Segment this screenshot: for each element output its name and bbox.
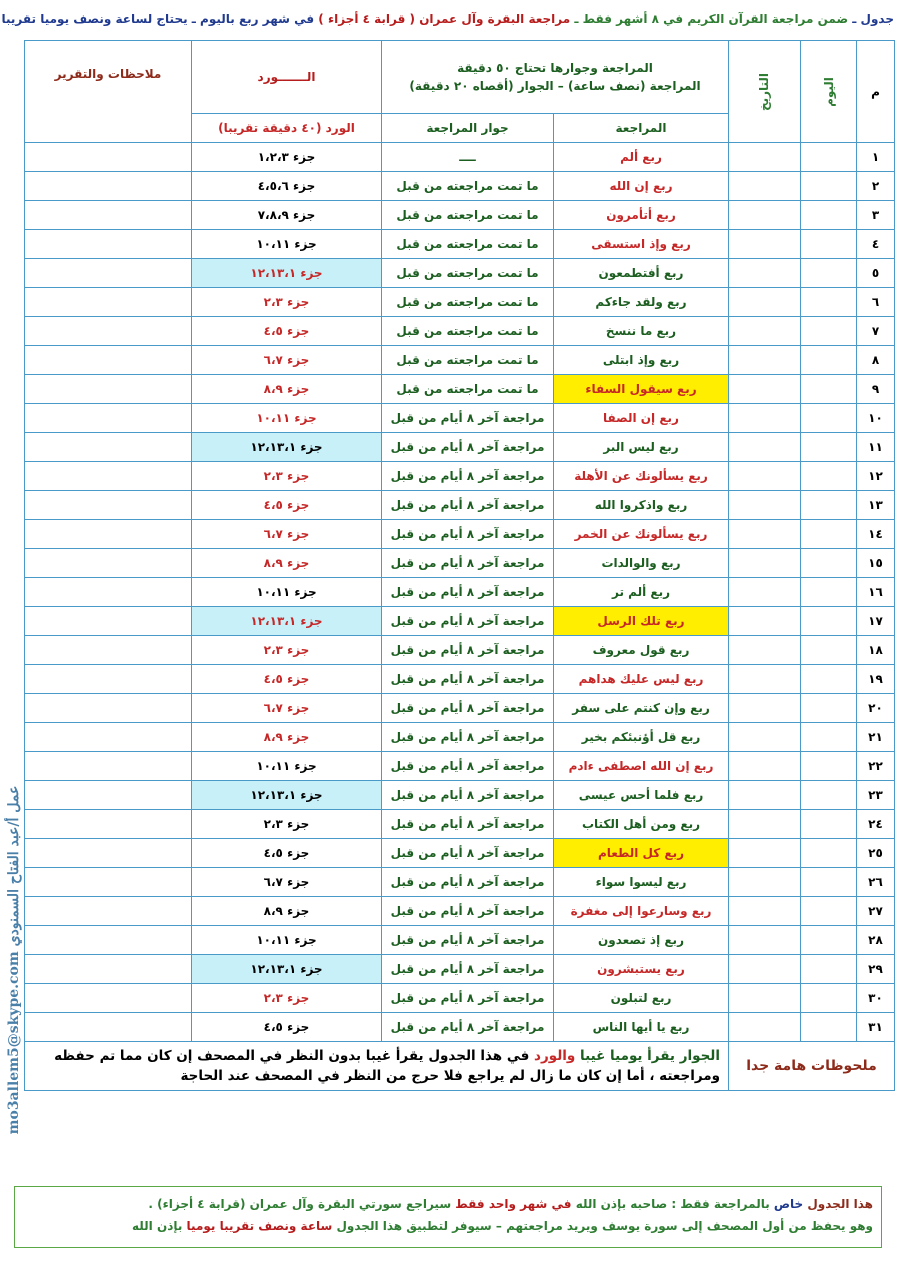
table-row [25, 549, 895, 578]
row-day-cell [801, 607, 857, 636]
row-number: ٣١ [857, 1013, 895, 1042]
row-day-cell [801, 1013, 857, 1042]
table-row [25, 520, 895, 549]
header-near-review: جوار المراجعة [382, 114, 554, 143]
row-near-review: مراجعة آخر ٨ أيام من قبل [382, 433, 554, 462]
table-row [25, 607, 895, 636]
row-notes-cell [25, 201, 192, 230]
row-review: ربع كل الطعام [554, 839, 729, 868]
row-notes-cell [25, 317, 192, 346]
row-date-cell [729, 839, 801, 868]
row-date-cell [729, 143, 801, 172]
row-date-cell [729, 578, 801, 607]
row-wird: جزء ١٢،١٣،١ [192, 433, 382, 462]
row-review: ربع سيقول السفاء [554, 375, 729, 404]
row-number: ٢٢ [857, 752, 895, 781]
row-date-cell [729, 781, 801, 810]
footer-l1e: سيراجع سورتي البقرة وآل عمران (قرابة ٤ أجزاء) . [148, 1197, 452, 1211]
row-wird: جزء ١٠،١١ [192, 926, 382, 955]
row-date-cell [729, 694, 801, 723]
table-row [25, 897, 895, 926]
row-number: ٢٧ [857, 897, 895, 926]
row-day-cell [801, 143, 857, 172]
row-wird: جزء ٦،٧ [192, 346, 382, 375]
row-near-review: مراجعة آخر ٨ أيام من قبل [382, 462, 554, 491]
row-near-review: ما تمت مراجعته من قبل [382, 259, 554, 288]
header-wird-sub: الورد (٤٠ دقيقة تقريبا) [192, 114, 382, 143]
row-date-cell [729, 288, 801, 317]
row-date-cell [729, 404, 801, 433]
table-row [25, 868, 895, 897]
row-day-cell [801, 955, 857, 984]
header-day [801, 41, 857, 143]
row-number: ٦ [857, 288, 895, 317]
row-number: ٢٤ [857, 810, 895, 839]
row-wird: جزء ٨،٩ [192, 723, 382, 752]
table-row [25, 346, 895, 375]
row-date-cell [729, 752, 801, 781]
row-review: ربع تلك الرسل [554, 607, 729, 636]
row-date-cell [729, 665, 801, 694]
row-number: ٢٨ [857, 926, 895, 955]
row-review: ربع يسألونك عن الخمر [554, 520, 729, 549]
row-wird: جزء ١،٢،٣ [192, 143, 382, 172]
row-notes-cell [25, 259, 192, 288]
row-notes-cell [25, 984, 192, 1013]
row-date-cell [729, 172, 801, 201]
row-near-review: مراجعة آخر ٨ أيام من قبل [382, 1013, 554, 1042]
row-wird: جزء ٢،٣ [192, 462, 382, 491]
row-wird: جزء ١٢،١٣،١ [192, 955, 382, 984]
table-row [25, 578, 895, 607]
footer-l2a: وهو يحفظ من أول المصحف إلى سورة يوسف ويريد مراجعتهم – سيوفر لتطبيق هذا الجدول [332, 1219, 873, 1233]
row-notes-cell [25, 404, 192, 433]
row-near-review: مراجعة آخر ٨ أيام من قبل [382, 723, 554, 752]
row-notes-cell [25, 926, 192, 955]
row-wird: جزء ٤،٥ [192, 665, 382, 694]
important-notes-label: ملحوظات هامة جدا [729, 1042, 895, 1091]
row-review: ربع لتبلون [554, 984, 729, 1013]
row-notes-cell [25, 462, 192, 491]
table-row [25, 143, 895, 172]
row-wird: جزء ٨،٩ [192, 375, 382, 404]
row-number: ١٢ [857, 462, 895, 491]
row-day-cell [801, 984, 857, 1013]
row-notes-cell [25, 868, 192, 897]
row-day-cell [801, 926, 857, 955]
row-number: ٥ [857, 259, 895, 288]
row-near-review: مراجعة آخر ٨ أيام من قبل [382, 839, 554, 868]
row-notes-cell [25, 723, 192, 752]
row-review: ربع ليس البر [554, 433, 729, 462]
title-part-4: في شهر ربع باليوم ـ يحتاج لساعة ونصف يوميا تقريبا [1, 12, 315, 26]
row-number: ٣٠ [857, 984, 895, 1013]
row-day-cell [801, 230, 857, 259]
row-near-review: مراجعة آخر ٨ أيام من قبل [382, 810, 554, 839]
row-number: ٤ [857, 230, 895, 259]
row-review: ربع قول معروف [554, 636, 729, 665]
row-wird: جزء ٦،٧ [192, 520, 382, 549]
important-notes-row [25, 1042, 895, 1091]
footer-l1c: بالمراجعة فقط : صاحبه بإذن الله [571, 1197, 770, 1211]
row-review: ربع ما ننسخ [554, 317, 729, 346]
table-row [25, 781, 895, 810]
row-review: ربع وسارعوا إلى مغفرة [554, 897, 729, 926]
row-notes-cell [25, 346, 192, 375]
table-row [25, 752, 895, 781]
row-number: ٢ [857, 172, 895, 201]
row-review: ربع ليس عليك هداهم [554, 665, 729, 694]
notes-t1: الجوار [675, 1048, 720, 1064]
row-day-cell [801, 549, 857, 578]
header-wird: الـــــــورد [192, 41, 382, 114]
row-review: ربع إذ تصعدون [554, 926, 729, 955]
row-near-review: مراجعة آخر ٨ أيام من قبل [382, 926, 554, 955]
row-day-cell [801, 259, 857, 288]
header-review-group-sub: المراجعة (نصف ساعة) – الجوار (أقصاه ٢٠ دقيقة) [409, 79, 701, 93]
row-date-cell [729, 549, 801, 578]
row-wird: جزء ٦،٧ [192, 868, 382, 897]
row-notes-cell [25, 288, 192, 317]
row-day-cell [801, 317, 857, 346]
row-review: ربع فلما أحس عيسى [554, 781, 729, 810]
row-near-review: ما تمت مراجعته من قبل [382, 346, 554, 375]
row-number: ١٧ [857, 607, 895, 636]
row-near-review: ما تمت مراجعته من قبل [382, 230, 554, 259]
row-date-cell [729, 723, 801, 752]
row-near-review: مراجعة آخر ٨ أيام من قبل [382, 694, 554, 723]
row-day-cell [801, 868, 857, 897]
row-number: ١٨ [857, 636, 895, 665]
row-notes-cell [25, 143, 192, 172]
row-review: ربع إن الله [554, 172, 729, 201]
row-date-cell [729, 955, 801, 984]
row-review: ربع وإذ استسقى [554, 230, 729, 259]
row-wird: جزء ١٠،١١ [192, 230, 382, 259]
row-notes-cell [25, 549, 192, 578]
row-day-cell [801, 636, 857, 665]
row-near-review: مراجعة آخر ٨ أيام من قبل [382, 752, 554, 781]
row-wird: جزء ٤،٥ [192, 1013, 382, 1042]
row-date-cell [729, 897, 801, 926]
row-date-cell [729, 259, 801, 288]
row-date-cell [729, 346, 801, 375]
row-date-cell [729, 491, 801, 520]
row-number: ٢٦ [857, 868, 895, 897]
row-day-cell [801, 172, 857, 201]
row-wird: جزء ١٢،١٣،١ [192, 259, 382, 288]
row-wird: جزء ١٠،١١ [192, 404, 382, 433]
row-review: ربع واذكروا الله [554, 491, 729, 520]
side-credit [3, 760, 25, 1160]
row-day-cell [801, 781, 857, 810]
row-day-cell [801, 491, 857, 520]
table-row [25, 839, 895, 868]
row-notes-cell [25, 781, 192, 810]
row-day-cell [801, 375, 857, 404]
row-date-cell [729, 607, 801, 636]
row-near-review: مراجعة آخر ٨ أيام من قبل [382, 578, 554, 607]
row-notes-cell [25, 1013, 192, 1042]
header-review-group [382, 41, 729, 114]
row-review: ربع أفتطمعون [554, 259, 729, 288]
title-part-3: مراجعة البقرة وآل عمران ( قرابة ٤ أجزاء ) [314, 12, 571, 26]
notes-t4: في هذا الجدول يقرأ غيبا بدون النظر في المصحف إن كان مما تم حفظه ومراجعته ، أما إن كان ما زال لم يراجع فلا حرج من النظر في المصحف عند الحاجة [54, 1048, 720, 1084]
row-review: ربع ومن أهل الكتاب [554, 810, 729, 839]
title-part-2: ضمن مراجعة القرآن الكريم في ٨ أشهر فقط ـ [570, 12, 849, 26]
row-notes-cell [25, 665, 192, 694]
footer-l1a: هذا الجدول [803, 1197, 873, 1211]
header-day-label: اليوم [821, 76, 836, 107]
table-row [25, 1013, 895, 1042]
row-notes-cell [25, 636, 192, 665]
row-wird: جزء ٤،٥ [192, 317, 382, 346]
table-row [25, 926, 895, 955]
row-number: ١٦ [857, 578, 895, 607]
row-review: ربع أتأمرون [554, 201, 729, 230]
row-review: ربع ألم تر [554, 578, 729, 607]
row-near-review: مراجعة آخر ٨ أيام من قبل [382, 868, 554, 897]
title-part-1: جدول ـ [848, 12, 894, 26]
row-review: ربع يا أيها الناس [554, 1013, 729, 1042]
row-notes-cell [25, 897, 192, 926]
row-day-cell [801, 346, 857, 375]
header-notes: ملاحظات والتقرير [25, 41, 192, 143]
table-row [25, 723, 895, 752]
side-credit-text: عمل أ/عبد الفتاح السمنودي mo3allem5@skype.com [6, 785, 22, 1135]
row-notes-cell [25, 491, 192, 520]
table-row [25, 955, 895, 984]
row-wird: جزء ٢،٣ [192, 984, 382, 1013]
row-number: ١٩ [857, 665, 895, 694]
row-review: ربع ولقد جاءكم [554, 288, 729, 317]
table-row [25, 636, 895, 665]
row-number: ٢٠ [857, 694, 895, 723]
row-number: ٢١ [857, 723, 895, 752]
row-wird: جزء ١٢،١٣،١ [192, 781, 382, 810]
header-date [729, 41, 801, 143]
table-row [25, 810, 895, 839]
row-number: ١٤ [857, 520, 895, 549]
table-row [25, 404, 895, 433]
notes-t2: يقرأ يوميا غيبا [575, 1048, 675, 1064]
footer-l1b: خاص [769, 1197, 804, 1211]
row-notes-cell [25, 752, 192, 781]
row-date-cell [729, 1013, 801, 1042]
row-wird: جزء ٤،٥،٦ [192, 172, 382, 201]
footer-l2b: ساعة ونصف تقريبا يوميا [182, 1219, 333, 1233]
row-number: ٢٣ [857, 781, 895, 810]
row-day-cell [801, 723, 857, 752]
row-day-cell [801, 433, 857, 462]
row-review: ربع وإذ ابتلى [554, 346, 729, 375]
row-date-cell [729, 201, 801, 230]
row-notes-cell [25, 230, 192, 259]
row-number: ٢٩ [857, 955, 895, 984]
row-review: ربع إن الصفا [554, 404, 729, 433]
footer-line-2 [23, 1215, 873, 1237]
row-near-review: مراجعة آخر ٨ أيام من قبل [382, 781, 554, 810]
row-date-cell [729, 230, 801, 259]
row-near-review: مراجعة آخر ٨ أيام من قبل [382, 955, 554, 984]
row-day-cell [801, 404, 857, 433]
row-near-review: مراجعة آخر ٨ أيام من قبل [382, 607, 554, 636]
row-wird: جزء ٤،٥ [192, 839, 382, 868]
row-near-review: ما تمت مراجعته من قبل [382, 317, 554, 346]
row-day-cell [801, 578, 857, 607]
row-day-cell [801, 897, 857, 926]
row-date-cell [729, 433, 801, 462]
row-near-review: ما تمت مراجعته من قبل [382, 288, 554, 317]
row-number: ٧ [857, 317, 895, 346]
table-row [25, 172, 895, 201]
notes-t3: والورد [529, 1048, 576, 1064]
row-notes-cell [25, 375, 192, 404]
row-review: ربع قل أؤنبئكم بخير [554, 723, 729, 752]
row-near-review: مراجعة آخر ٨ أيام من قبل [382, 897, 554, 926]
table-row [25, 665, 895, 694]
row-notes-cell [25, 172, 192, 201]
row-review: ربع يسألونك عن الأهلة [554, 462, 729, 491]
row-notes-cell [25, 607, 192, 636]
row-review: ربع والوالدات [554, 549, 729, 578]
row-date-cell [729, 462, 801, 491]
table-row [25, 201, 895, 230]
table-row [25, 433, 895, 462]
table-row [25, 375, 895, 404]
row-date-cell [729, 317, 801, 346]
important-notes-text [25, 1042, 729, 1091]
row-near-review: مراجعة آخر ٨ أيام من قبل [382, 665, 554, 694]
row-date-cell [729, 810, 801, 839]
row-day-cell [801, 288, 857, 317]
header-num: م [857, 41, 895, 143]
table-row [25, 288, 895, 317]
row-date-cell [729, 375, 801, 404]
row-notes-cell [25, 578, 192, 607]
table-row [25, 259, 895, 288]
table-row [25, 230, 895, 259]
row-near-review: مراجعة آخر ٨ أيام من قبل [382, 520, 554, 549]
table-row [25, 317, 895, 346]
row-notes-cell [25, 839, 192, 868]
row-near-review: مراجعة آخر ٨ أيام من قبل [382, 491, 554, 520]
row-wird: جزء ١٠،١١ [192, 752, 382, 781]
row-wird: جزء ١٠،١١ [192, 578, 382, 607]
row-day-cell [801, 201, 857, 230]
row-review: ربع يستبشرون [554, 955, 729, 984]
table-row [25, 694, 895, 723]
row-notes-cell [25, 810, 192, 839]
row-wird: جزء ٢،٣ [192, 810, 382, 839]
table-row [25, 491, 895, 520]
row-wird: جزء ١٢،١٣،١ [192, 607, 382, 636]
row-number: ١١ [857, 433, 895, 462]
row-day-cell [801, 752, 857, 781]
footer-l2c: بإذن الله [131, 1219, 183, 1233]
row-wird: جزء ٢،٣ [192, 288, 382, 317]
row-wird: جزء ٧،٨،٩ [192, 201, 382, 230]
row-number: ٩ [857, 375, 895, 404]
row-date-cell [729, 984, 801, 1013]
row-notes-cell [25, 955, 192, 984]
table-row [25, 984, 895, 1013]
row-number: ١٥ [857, 549, 895, 578]
row-wird: جزء ٢،٣ [192, 636, 382, 665]
row-notes-cell [25, 433, 192, 462]
row-notes-cell [25, 694, 192, 723]
row-number: ٣ [857, 201, 895, 230]
row-day-cell [801, 520, 857, 549]
row-date-cell [729, 520, 801, 549]
row-wird: جزء ٤،٥ [192, 491, 382, 520]
row-number: ٨ [857, 346, 895, 375]
row-review: ربع ليسوا سواء [554, 868, 729, 897]
header-review-group-title: المراجعة وجوارها تحتاج ٥٠ دقيقة [457, 61, 653, 75]
row-wird: جزء ٨،٩ [192, 897, 382, 926]
row-near-review: ــــ [382, 143, 554, 172]
header-review: المراجعة [554, 114, 729, 143]
header-date-label: التاريخ [757, 72, 772, 111]
table-row [25, 462, 895, 491]
row-wird: جزء ٦،٧ [192, 694, 382, 723]
row-date-cell [729, 926, 801, 955]
row-number: ١٣ [857, 491, 895, 520]
row-day-cell [801, 462, 857, 491]
row-review: ربع وإن كنتم على سفر [554, 694, 729, 723]
footer-l1d: في شهر واحد فقط [451, 1197, 572, 1211]
review-schedule-table [24, 40, 895, 1091]
row-wird: جزء ٨،٩ [192, 549, 382, 578]
row-day-cell [801, 810, 857, 839]
row-number: ٢٥ [857, 839, 895, 868]
row-near-review: ما تمت مراجعته من قبل [382, 375, 554, 404]
row-near-review: مراجعة آخر ٨ أيام من قبل [382, 636, 554, 665]
row-notes-cell [25, 520, 192, 549]
row-review: ربع ألم [554, 143, 729, 172]
page-title [1, 12, 894, 26]
row-date-cell [729, 868, 801, 897]
row-review: ربع إن الله اصطفى ءادم [554, 752, 729, 781]
row-day-cell [801, 665, 857, 694]
footer-line-1 [23, 1193, 873, 1215]
row-near-review: مراجعة آخر ٨ أيام من قبل [382, 549, 554, 578]
row-near-review: مراجعة آخر ٨ أيام من قبل [382, 404, 554, 433]
row-number: ١ [857, 143, 895, 172]
row-date-cell [729, 636, 801, 665]
row-number: ١٠ [857, 404, 895, 433]
row-near-review: مراجعة آخر ٨ أيام من قبل [382, 984, 554, 1013]
row-near-review: ما تمت مراجعته من قبل [382, 172, 554, 201]
row-day-cell [801, 839, 857, 868]
row-day-cell [801, 694, 857, 723]
row-near-review: ما تمت مراجعته من قبل [382, 201, 554, 230]
footer-note-box [14, 1186, 882, 1248]
